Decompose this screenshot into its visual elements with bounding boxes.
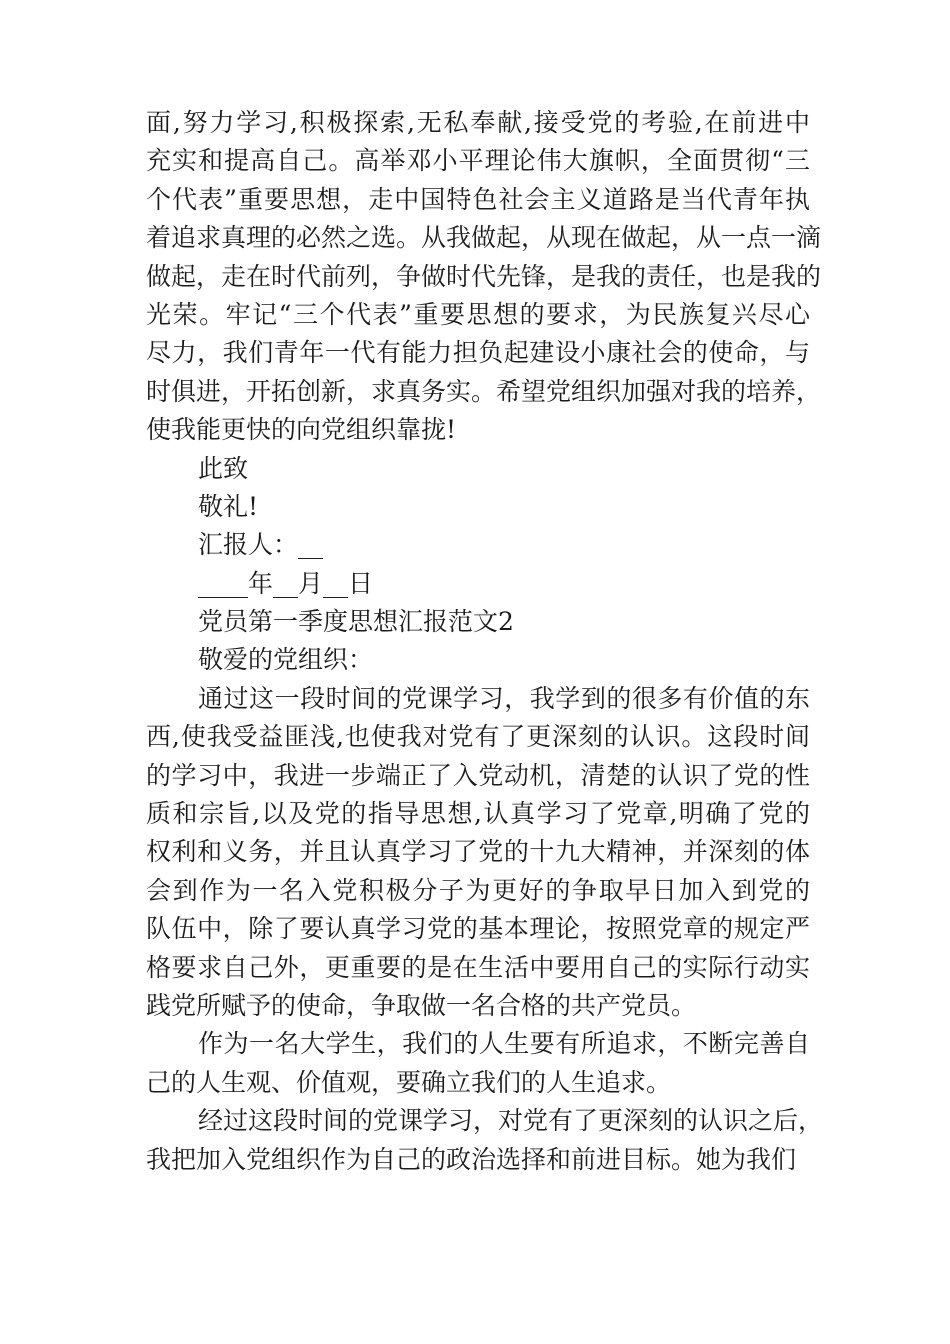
text-line: 汇报人：__ <box>198 530 324 560</box>
text-line: 个代表”重要思想，走中国特色社会主义道路是当代青年执 <box>146 184 810 214</box>
text-line: 尽力，我们青年一代有能力担负起建设小康社会的使命，与 <box>146 338 810 368</box>
text-line: 充实和提高自己。高举邓小平理论伟大旗帜，全面贯彻“三 <box>146 146 810 176</box>
text-line: 权利和义务，并且认真学习了党的十九大精神，并深刻的体 <box>146 837 810 867</box>
text-line: 的学习中，我进一步端正了入党动机，清楚的认识了党的性 <box>146 760 810 790</box>
paragraph <box>146 1102 824 1179</box>
text-line: 质和宗旨,以及党的指导思想,认真学习了党章,明确了党的 <box>146 799 810 829</box>
text-line: 党员第一季度思想汇报范文2 <box>198 607 514 637</box>
text-line: ____年__月__日 <box>198 568 374 598</box>
text-line: 经过这段时间的党课学习，对党有了更深刻的认识之后， <box>198 1106 824 1136</box>
text-line: 敬礼! <box>198 491 259 521</box>
text-line: 着追求真理的必然之选。从我做起，从现在做起，从一点一滴 <box>146 223 822 253</box>
text-line: 格要求自己外，更重要的是在生活中要用自己的实际行动实 <box>146 952 810 982</box>
text-line: 时俱进，开拓创新，求真务实。希望党组织加强对我的培养， <box>146 376 822 406</box>
text-line: 光荣。牢记“三个代表”重要思想的要求，为民族复兴尽心 <box>146 299 810 329</box>
text-line: 践党所赋予的使命，争取做一名合格的共产党员。 <box>146 990 697 1020</box>
paragraph <box>146 450 810 488</box>
text-line: 此致 <box>198 453 249 483</box>
paragraph <box>146 1025 810 1102</box>
text-line: 面,努力学习,积极探索,无私奉献,接受党的考验,在前进中 <box>146 108 810 137</box>
paragraph <box>146 526 810 564</box>
paragraph <box>146 680 810 1026</box>
text-line: 敬爱的党组织： <box>198 645 374 675</box>
text-line: 会到作为一名入党积极分子为更好的争取早日加入到党的 <box>146 875 810 905</box>
text-line: 队伍中，除了要认真学习党的基本理论，按照党章的规定严 <box>146 914 810 944</box>
paragraph <box>146 565 810 603</box>
text-line: 通过这一段时间的党课学习，我学到的很多有价值的东 <box>198 683 810 713</box>
text-line: 做起，走在时代前列，争做时代先锋，是我的责任，也是我的 <box>146 261 822 291</box>
text-line: 作为一名大学生，我们的人生要有所追求，不断完善自 <box>198 1029 810 1059</box>
paragraph <box>146 603 810 641</box>
paragraph <box>146 488 810 526</box>
document-body <box>146 104 824 1179</box>
text-line: 西,使我受益匪浅,也使我对党有了更深刻的认识。这段时间 <box>146 722 810 752</box>
text-line: 我把加入党组织作为自己的政治选择和前进目标。她为我们 <box>146 1144 797 1174</box>
paragraph <box>146 641 810 679</box>
text-line: 使我能更快的向党组织靠拢! <box>146 415 457 445</box>
paragraph <box>146 104 822 450</box>
text-line: 己的人生观、价值观，要确立我们的人生追求。 <box>146 1067 672 1097</box>
